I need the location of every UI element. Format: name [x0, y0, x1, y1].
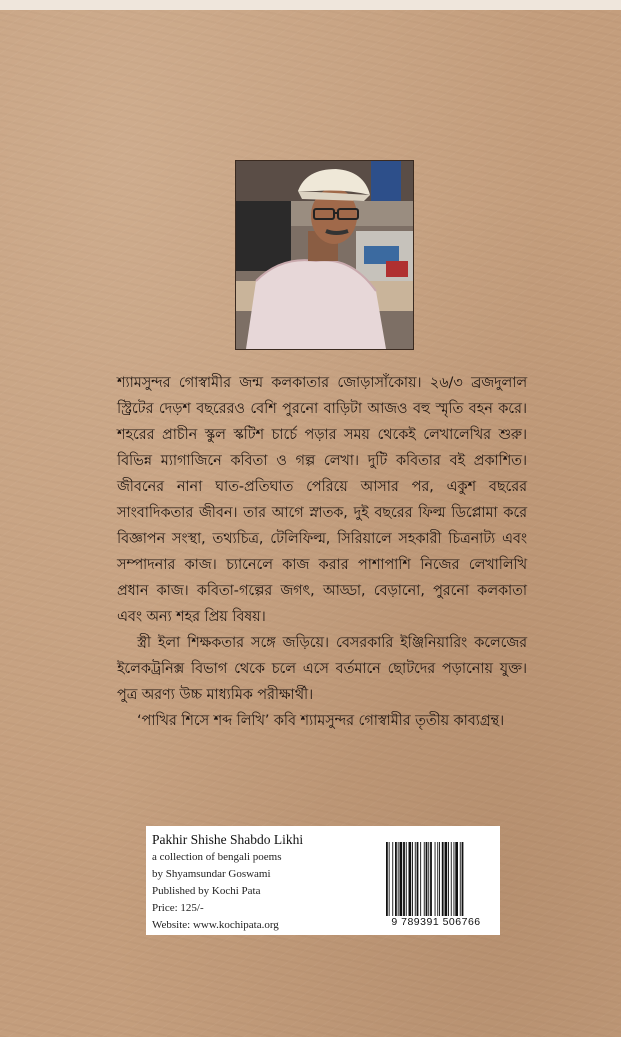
barcode-bar — [403, 842, 405, 916]
barcode-bar — [462, 842, 464, 916]
barcode-bar — [400, 842, 403, 916]
bio-paragraph: ‘পাখির শিসে শব্দ লিখি’ কবি শ্যামসুন্দর গোস্বামীর তৃতীয় কাব্যগ্রন্থ। — [137, 713, 505, 729]
barcode-bar — [448, 842, 449, 916]
barcode-bar — [442, 842, 444, 916]
barcode-bar — [398, 842, 399, 916]
barcode-bar — [417, 842, 419, 916]
barcode-bar — [412, 842, 413, 916]
author-biography — [117, 370, 527, 734]
top-edge — [0, 0, 621, 10]
barcode-bar — [426, 842, 428, 916]
barcode-bar — [386, 842, 388, 916]
barcode-bar — [437, 842, 438, 916]
book-title: Pakhir Shishe Shabdo Likhi — [152, 832, 304, 847]
book-subtitle: a collection of bengali poems — [152, 851, 282, 863]
barcode-bar — [455, 842, 458, 916]
barcode-bar — [430, 842, 432, 916]
barcode-bar — [415, 842, 416, 916]
barcode-bar — [454, 842, 455, 916]
bio-paragraph: স্ত্রী ইলা শিক্ষকতার সঙ্গে জড়িয়ে। বেসরকারি ইঞ্জিনিয়ারিং কলেজের ইলেকট্রনিক্স বিভাগ থেকে চলে এসে বর্তমানে ছোটদের পড়ানোয় যুক্ত। পুত্র অরণ্য উচ্চ মাধ্যমিক পরীক্ষার্থী। — [117, 635, 527, 703]
book-price: Price: 125/- — [152, 902, 204, 914]
bio-paragraph: শ্যামসুন্দর গোস্বামীর জন্ম কলকাতার জোড়াসাঁকোয়। ২৬/৩ ব্রজদুলাল স্ট্রিটের দেড়শ বছরেরও বেশি পুরনো বাড়িটা আজও বহু স্মৃতি বহন করে। শহরের প্রাচীন স্কুল স্কটিশ চার্চে পড়ার সময় থেকেই লেখালেখির শুরু। বিভিন্ন ম্যাগাজিনে কবিতা ও গল্প লেখা। দুটি কবিতার বই প্রকাশিত। জীবনের নানা ঘাত-প্রতিঘাত পেরিয়ে আসার পর, একুশ বছরের সাংবাদিকতার জীবন। তার আগে স্নাতক, দুই বছরের ফিল্ম ডিপ্লোমা করে বিজ্ঞাপন সংস্থা, তথ্যচিত্র, টেলিফিল্ম, সিরিয়ালে সহকারী চিত্রনাট্য এবং সম্পাদনার কাজ। চ্যানেলে কাজ করার পাশাপাশি নিজের লেখালিখি প্রধান কাজ। কবিতা-গল্পের জগৎ, আড্ডা, বেড়ানো, পুরনো কলকাতা এবং অন্য শহর প্রিয় বিষয়। — [117, 375, 527, 625]
barcode-bar — [392, 842, 393, 916]
isbn-number: 9 789391 506766 — [391, 916, 481, 928]
book-info-label — [146, 826, 500, 935]
book-website: Website: www.kochipata.org — [152, 919, 279, 931]
barcode-bar — [406, 842, 407, 916]
book-info-text — [152, 830, 362, 934]
barcode-bar — [460, 842, 461, 916]
barcode-bar — [439, 842, 440, 916]
barcode-bar — [395, 842, 397, 916]
book-author: by Shyamsundar Goswami — [152, 868, 271, 880]
book-publisher: Published by Kochi Pata — [152, 885, 261, 897]
barcode-bar — [424, 842, 425, 916]
barcode-bar — [420, 842, 421, 916]
barcode-bar — [451, 842, 452, 916]
isbn-barcode — [384, 842, 488, 920]
author-photo — [235, 160, 414, 350]
barcode-bar — [445, 842, 448, 916]
author-photo-illustration — [236, 161, 413, 349]
barcode-bar — [389, 842, 390, 916]
barcode-bar — [409, 842, 412, 916]
barcode-bar — [435, 842, 436, 916]
barcode-bar — [428, 842, 429, 916]
